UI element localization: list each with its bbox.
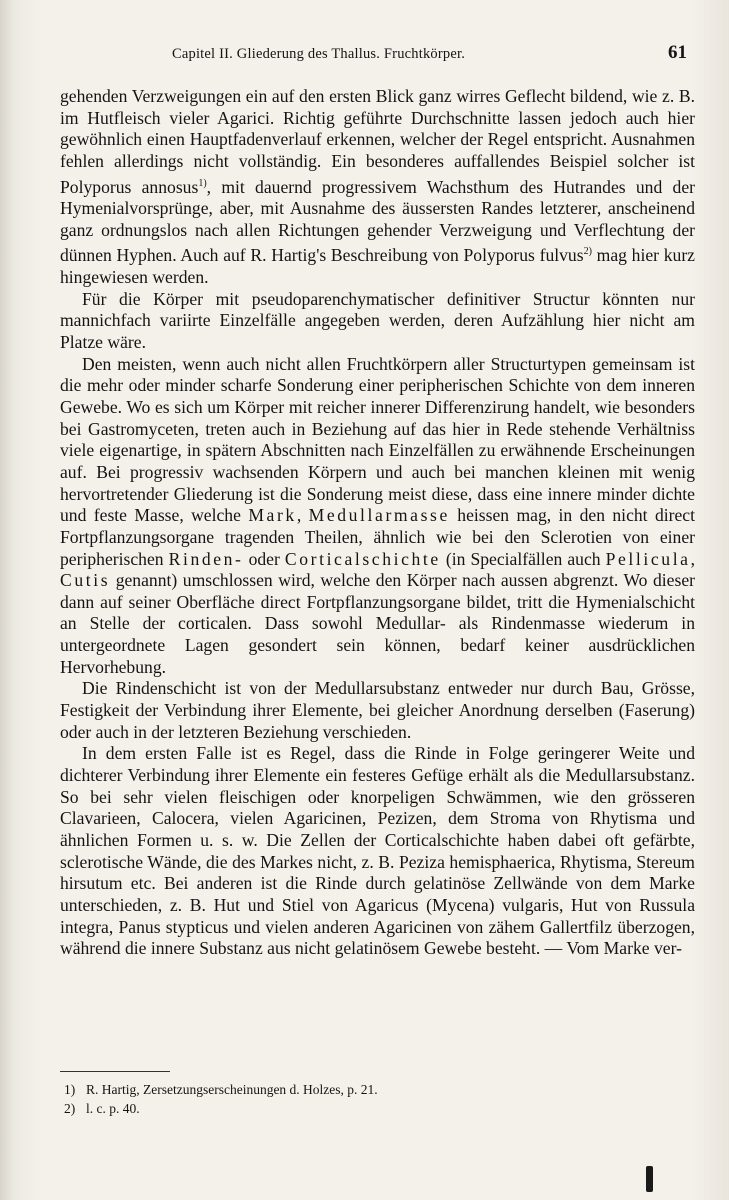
term-corticalschichte: Corticalschichte bbox=[284, 548, 441, 569]
footnotes bbox=[60, 1080, 660, 1118]
footnote-1-mark: 1) bbox=[64, 1082, 76, 1097]
paragraph-3-text-7: genannt) umschlossen wird, welche den Körper nach aussen abgrenzt. Wo dieser dann auf seiner Oberfläche direct Fortpflanzungsorgane bildet, tritt die Hymenialschicht an Stelle der corticalen. Dass sowohl Medullar- als Rindenmasse wiederum in untergeordnete Lagen gesondert sein können, bedarf keiner ausdrücklichen Hervorhebung. bbox=[60, 570, 695, 677]
paragraph-1 bbox=[60, 86, 695, 289]
paragraph-1-text-a: gehenden Verzweigungen ein auf den ersten Blick ganz wirres Geflecht bildend, wie z. B. im Hutfleisch vieler Agarici. Richtig geführte Durchschnitte lassen jedoch auch hier gewöhnlich einen Hauptfadenverlauf erkennen, welcher der Regel entspricht. Ausnahmen fehlen allerdings nicht vollständig. Ein besonderes auffallendes Beispiel solcher ist Polyporus annosus bbox=[60, 86, 695, 197]
footnote-ref-1: 1) bbox=[198, 177, 207, 189]
paragraph-2: Für die Körper mit pseudoparenchymatischer definitiver Structur könnten nur mannichfach variirte Einzelfälle angegeben werden, deren Aufzählung hier nicht am Platze wäre. bbox=[60, 288, 695, 352]
paragraph-3-text-5: (in Specialfällen auch bbox=[440, 548, 606, 569]
paragraph-3-text-3: heissen mag, in den nicht direct Fortpflanzungsorgane tragenden Theilen, ähnlich wie bei den Sclerotien von einer peripherischen bbox=[60, 505, 695, 569]
page-number: 61 bbox=[668, 42, 687, 63]
term-rinden: Rinden- bbox=[168, 548, 244, 569]
term-mark: Mark bbox=[248, 505, 297, 526]
paragraph-1-text-b: , mit dauernd progressivem Wachsthum des Hutrandes und der Hymenialvorsprünge, aber, mit Ausnahme des äussersten Randes letzterer, anscheinend ganz ordnungslos nach allen Richtungen gehender Verzweigung und Verflechtung der dünnen Hyphen. Auch auf R. Hartig's Beschreibung von Polyporus fulvus bbox=[60, 176, 695, 266]
body-text bbox=[60, 86, 695, 960]
paragraph-3-text-4: oder bbox=[243, 548, 285, 569]
paragraph-4: Die Rindenschicht ist von der Medullarsubstanz entweder nur durch Bau, Grösse, Festigkeit der Verbindung ihrer Elemente, bei gleicher Anordnung derselben (Faserung) oder auch in der letzteren Beziehung verschieden. bbox=[60, 678, 695, 742]
footnote-2-mark: 2) bbox=[64, 1101, 76, 1116]
footnote-1 bbox=[60, 1080, 660, 1099]
paragraph-1-text-c: mag hier kurz hingewiesen werden. bbox=[60, 245, 695, 287]
paragraph-5: In dem ersten Falle ist es Regel, dass die Rinde in Folge geringerer Weite und dichterer Verbindung ihrer Elemente ein festeres Gefüge erhält als die Medullarsubstanz. So bei sehr vielen fleischigen oder knorpeligen Schwämmen, wie den grösseren Clavarieen, Calocera, vielen Agaricinen, Pezizen, dem Stroma von Rhytisma und ähnlichen Formen u. s. w. Die Zellen der Corticalschichte haben dabei oft gefärbte, sclerotische Wände, die des Markes nicht, z. B. Peziza hemisphaerica, Rhytisma, Stereum hirsutum etc. Bei anderen ist die Rinde durch gelatinöse Zellwände von dem Marke unterschieden, z. B. Hut und Stiel von Agaricus (Mycena) vulgaris, Hut von Russula integra, Panus stypticus und vielen anderen Agaricinen von zähem Gallertfilz überzogen, während die innere Substanz aus nicht gelatinösem Gewebe besteht. — Vom Marke ver- bbox=[60, 743, 695, 959]
scan-edge-mark bbox=[646, 1166, 653, 1192]
running-head bbox=[60, 42, 699, 72]
term-pellicula: Pellicula bbox=[605, 548, 691, 569]
term-cutis: Cutis bbox=[60, 570, 111, 591]
running-head-title: Capitel II. Gliederung des Thallus. Fruchtkörper. bbox=[172, 46, 466, 62]
paragraph-3-text-1: Den meisten, wenn auch nicht allen Fruchtkörpern aller Structurtypen gemeinsam ist die mehr oder minder scharfe Sonderung einer peripherischen Schichte von dem inneren Gewebe. Wo es sich um Körper mit reicher innerer Differenzirung handelt, wie besonders bei Gastromyceten, treten auch in Beziehung auf das hier in Rede stehende Verhältniss viele eigenartige, in spätern Abschnitten nach Einzelfällen zu erwähnende Erscheinungen auf. Bei progressiv wachsenden Körpern und auch bei manchen kleinen mit wenig hervortretender Gliederung ist die Sonderung meist diese, dass eine innere minder dichte und feste Masse, welche bbox=[60, 353, 695, 526]
paragraph-3-text-6: , bbox=[690, 548, 695, 569]
footnote-divider bbox=[60, 1071, 170, 1072]
footnote-1-text: R. Hartig, Zersetzungserscheinungen d. Holzes, p. 21. bbox=[86, 1082, 378, 1097]
paragraph-3-text-2: , bbox=[296, 505, 309, 526]
term-medullarmasse: Medullarmasse bbox=[308, 505, 450, 526]
paragraph-3 bbox=[60, 354, 695, 679]
footnote-ref-2: 2) bbox=[583, 246, 592, 258]
footnote-2-text: l. c. p. 40. bbox=[86, 1101, 140, 1116]
footnote-2 bbox=[60, 1099, 660, 1118]
